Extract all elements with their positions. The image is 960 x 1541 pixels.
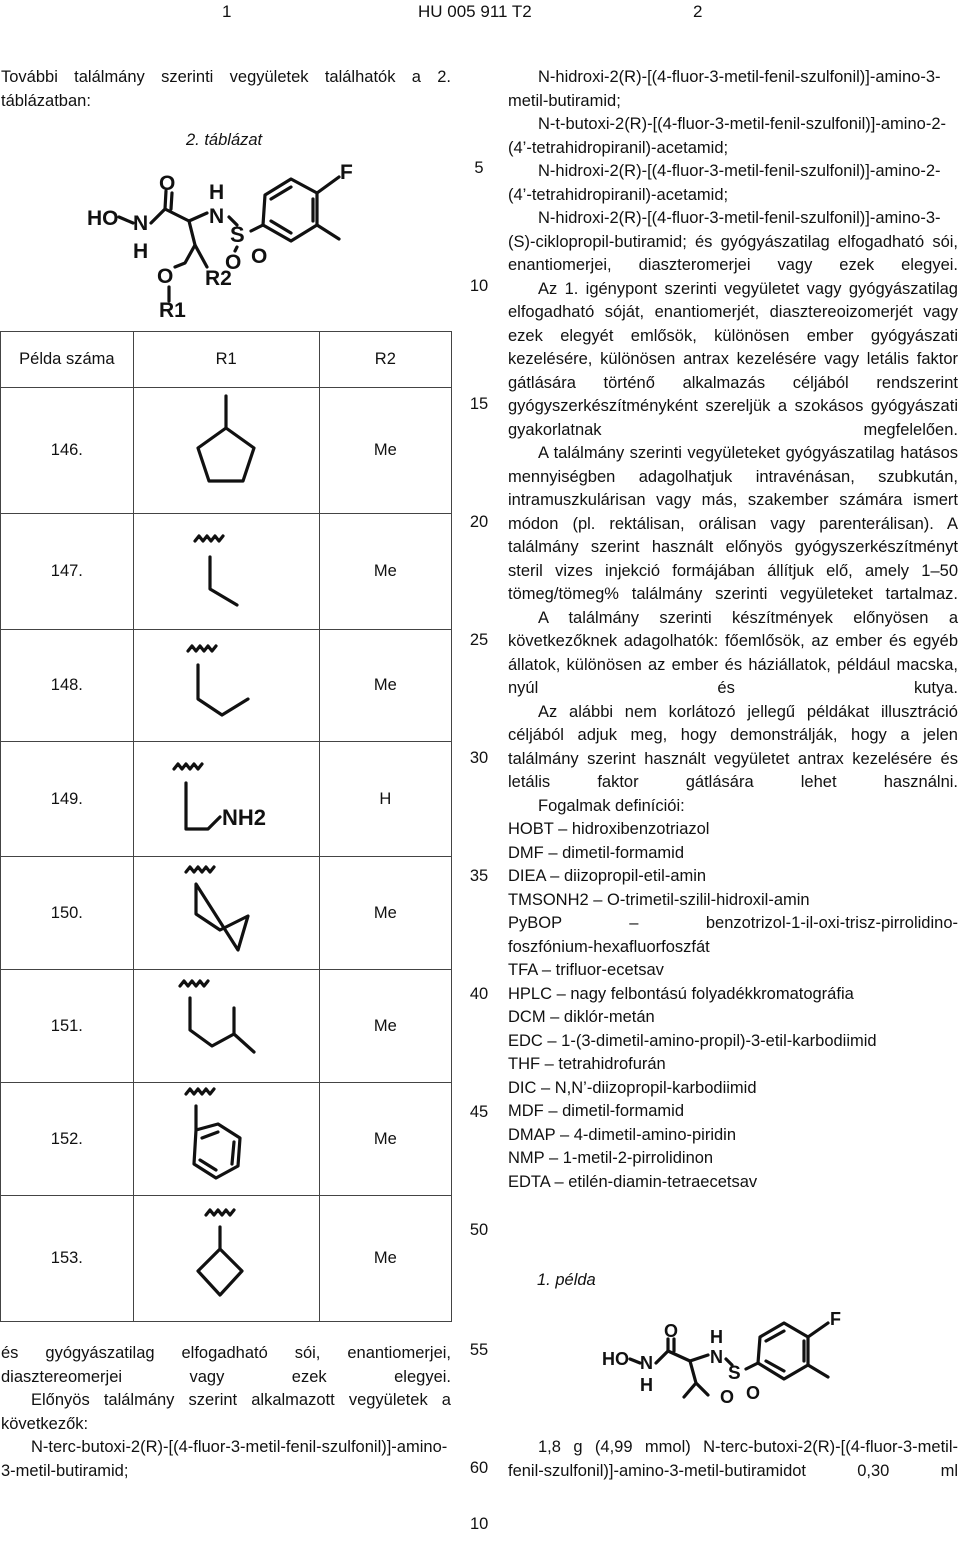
r2-value: H: [319, 742, 451, 857]
paragraph-formulation: Az 1. igénypont szerinti vegyületet vagy gyógyászatilag elfogadható sóját, enantiomerjét, diasztereoizomerjét vagy ezek elegyét emlősök, különösen ember gyógyászati kezelésére, különösen antrax kezelésére vagy letális faktor gátlására történő alkalmazás céljából rendszerint gyógyszerkészítményként szereljük a szokásos gyógyászati gyakorlatnak megfelelően.: [508, 279, 958, 439]
ethyl-structure: [181, 519, 271, 619]
definition-item: foszfónium-hexafluorfoszfát: [508, 937, 710, 956]
ex-label-h-nh: H: [710, 1327, 723, 1347]
table-row: [1, 970, 452, 1083]
example-number: 151.: [1, 970, 134, 1083]
scaffold-label-r2: R2: [205, 267, 232, 290]
table-row: [1, 1083, 452, 1196]
compound-4: N-hidroxi-2(R)-[(4-fluor-3-metil-fenil-szulfonil)]-amino-3-(S)-ciklopropil-butiramid; és gyógyászatilag elfogadható sói, enantiomerjei, diaszteromerjei vagy ezek elegyei.: [508, 209, 958, 274]
r1-structure: [133, 742, 319, 857]
intro-paragraph: További találmány szerinti vegyületek találhatók a 2. táblázatban:: [1, 68, 451, 110]
definition-item: NMP – 1-metil-2-pirrolidinon: [508, 1149, 714, 1167]
scaffold-label-o-sulfonyl-1: O: [225, 251, 242, 274]
ex-label-o-sulfonyl-2: O: [746, 1383, 761, 1403]
line-number: 60: [469, 1459, 489, 1477]
example-number: 148.: [1, 630, 134, 742]
nh2-label: NH2: [222, 804, 267, 830]
right-column: [508, 66, 958, 1194]
cyclopropylmethyl-structure: [176, 858, 276, 963]
benzyl-structure: [176, 1084, 276, 1189]
line-number: 20: [469, 513, 489, 531]
r1-structure: [133, 857, 319, 970]
ex-label-h: H: [640, 1375, 653, 1395]
paragraph-administration: A találmány szerinti vegyületeket gyógyászatilag hatásos mennyiségben adagolhatjuk intravénásan, szubkután, intramuszkulárisan vagy más, szakember számára ismert módon (pl. rektálisan, orálisan vagy parenterálisan). A találmány szerint használt előnyös gyógyszerkészítményt steril vizes injekció formájában állítjuk elő, amely 1–50 tömeg/tömeg% találmány szerinti vegyületeket tartalmaz.: [508, 444, 958, 603]
r1-structure: [133, 388, 319, 514]
paragraph-subjects: A találmány szerinti készítmények előnyösen a következőknek adagolhatók: főemlősök, az ember és egyéb állatok, különösen az ember és háziállatok, például macska, nyúl és kutya.: [508, 608, 958, 697]
scaffold-label-n-sulfonamide: N: [209, 205, 225, 228]
table-row: [1, 630, 452, 742]
definition-item: DCM – diklór-metán: [508, 1008, 655, 1026]
page-number-left: 1: [222, 2, 232, 21]
r2-value: Me: [319, 388, 451, 514]
cyclopentyl-structure: [181, 388, 271, 508]
paragraph-examples: Az alábbi nem korlátozó jellegű példákat illusztráció céljából adjuk meg, hogy demonstrálják, hogy a jelen találmány szerint használt vegyületet antrax kezelésére és letális faktor gátlására lehet használni.: [508, 702, 958, 791]
r2-value: Me: [319, 1196, 451, 1322]
definition-item: PyBOP – benzotrizol-1-il-oxi-trisz-pirrolidino-: [508, 914, 958, 932]
example-number: 153.: [1, 1196, 134, 1322]
example-number: 146.: [1, 388, 134, 514]
line-number: 50: [469, 1221, 489, 1239]
scaffold-label-n: N: [133, 212, 149, 235]
r1-structure: [133, 1196, 319, 1322]
line-number: 35: [469, 867, 489, 885]
r2-value: Me: [319, 970, 451, 1083]
table-row: [1, 1196, 452, 1322]
ex-label-f: F: [830, 1309, 841, 1329]
definition-item: TMSONH2 – O-trimetil-szilil-hidroxil-amin: [508, 890, 810, 909]
scaffold-label-f: F: [340, 161, 353, 184]
example-number: 150.: [1, 857, 134, 970]
example-1-structure: [600, 1305, 870, 1415]
scaffold-label-o-carbonyl: O: [159, 172, 176, 195]
table-row: [1, 857, 452, 970]
table-row: [1, 742, 452, 857]
line-number: 40: [469, 985, 489, 1003]
col-header-example: Példa száma: [1, 332, 134, 388]
line-number: 10: [469, 277, 489, 295]
definition-item: DIC – N,N’-diizopropil-karbodiimid: [508, 1078, 757, 1097]
definition-item: THF – tetrahidrofurán: [508, 1055, 666, 1073]
compound-table: [0, 331, 452, 1322]
scaffold-label-r1: R1: [159, 299, 186, 322]
example-1-text: 1,8 g (4,99 mmol) N-terc-butoxi-2(R)-[(4-fluor-3-metil-fenil-szulfonil)]-amino-3-metil-butiramidot 0,30 ml: [508, 1438, 958, 1480]
ex-label-ho: HO: [602, 1349, 629, 1369]
definition-item: EDC – 1-(3-dimetil-amino-propil)-3-etil-karbodiimid: [508, 1031, 877, 1050]
compound-3: N-hidroxi-2(R)-[(4-fluor-3-metil-fenil-szulfonil)]-amino-2-(4’-tetrahidropiranil)-acetamid;: [508, 162, 941, 204]
r1-structure: [133, 514, 319, 630]
line-number: 45: [469, 1103, 489, 1121]
r2-value: Me: [319, 630, 451, 742]
definition-item: MDF – dimetil-formamid: [508, 1102, 685, 1120]
definition-item: EDTA – etilén-diamin-tetraecetsav: [508, 1172, 758, 1191]
line-number: 30: [469, 749, 489, 767]
table-title: 2. táblázat: [186, 131, 263, 149]
line-number: 25: [469, 631, 489, 649]
example-number: 149.: [1, 742, 134, 857]
col-header-r1: R1: [133, 332, 319, 388]
preferred-intro: Előnyös találmány szerint alkalmazott vegyületek a következők:: [1, 1391, 451, 1433]
scaffold-structure: [85, 155, 375, 325]
scaffold-label-h-nh: H: [209, 181, 225, 204]
definition-item: HOBT – hidroxibenzotriazol: [508, 820, 710, 838]
r1-structure: [133, 1083, 319, 1196]
scaffold-label-ho: HO: [87, 207, 119, 230]
example-number: 152.: [1, 1083, 134, 1196]
example-number: 147.: [1, 514, 134, 630]
cyclobutyl-structure: [176, 1201, 276, 1311]
example-title: 1. példa: [537, 1271, 596, 1289]
aminoethyl-structure: [166, 747, 286, 847]
definition-item: HPLC – nagy felbontású folyadékkromatográfia: [508, 984, 854, 1003]
compound-1: N-hidroxi-2(R)-[(4-fluor-3-metil-fenil-szulfonil)]-amino-3-metil-butiramid;: [508, 68, 941, 110]
line-number: 5: [474, 159, 484, 177]
r2-value: Me: [319, 514, 451, 630]
col-header-r2: R2: [319, 332, 451, 388]
r2-value: Me: [319, 1083, 451, 1196]
ex-label-n-sulfonamide: N: [710, 1347, 723, 1367]
table-row: [1, 388, 452, 514]
definitions-title: Fogalmak definíciói:: [538, 796, 685, 815]
scaffold-label-s: S: [230, 222, 245, 247]
ex-label-o-sulfonyl-1: O: [720, 1387, 735, 1407]
patent-number: HU 005 911 T2: [418, 2, 532, 21]
salts-paragraph: és gyógyászatilag elfogadható sói, enantiomerjei, diasztereomerjei vagy ezek elegyei.: [1, 1344, 451, 1386]
definition-item: DIEA – diizopropil-etil-amin: [508, 867, 707, 885]
definition-item: DMF – dimetil-formamid: [508, 843, 685, 862]
preferred-compound: N-terc-butoxi-2(R)-[(4-fluor-3-metil-fenil-szulfonil)]-amino-3-metil-butiramid;: [1, 1438, 448, 1480]
scaffold-label-o-ether: O: [157, 265, 174, 288]
line-number: 55: [469, 1341, 489, 1359]
r1-structure: [133, 970, 319, 1083]
r2-value: Me: [319, 857, 451, 970]
compound-2: N-t-butoxi-2(R)-[(4-fluor-3-metil-fenil-szulfonil)]-amino-2-(4’-tetrahidropiranil)-acetamid;: [508, 115, 946, 157]
footer-page-number: 10: [470, 1515, 489, 1533]
r1-structure: [133, 630, 319, 742]
scaffold-label-h: H: [133, 240, 149, 263]
scaffold-label-o-sulfonyl-2: O: [251, 245, 268, 268]
table-row: [1, 514, 452, 630]
ex-label-o-carbonyl: O: [664, 1321, 679, 1341]
ex-label-n: N: [640, 1353, 653, 1373]
definition-item: TFA – trifluor-ecetsav: [508, 961, 664, 979]
isobutyl-structure: [176, 974, 276, 1074]
ex-label-s: S: [728, 1363, 741, 1384]
line-number: 15: [469, 395, 489, 413]
propyl-structure: [176, 633, 276, 733]
definition-item: DMAP – 4-dimetil-amino-piridin: [508, 1125, 737, 1144]
page-number-right: 2: [693, 2, 703, 21]
